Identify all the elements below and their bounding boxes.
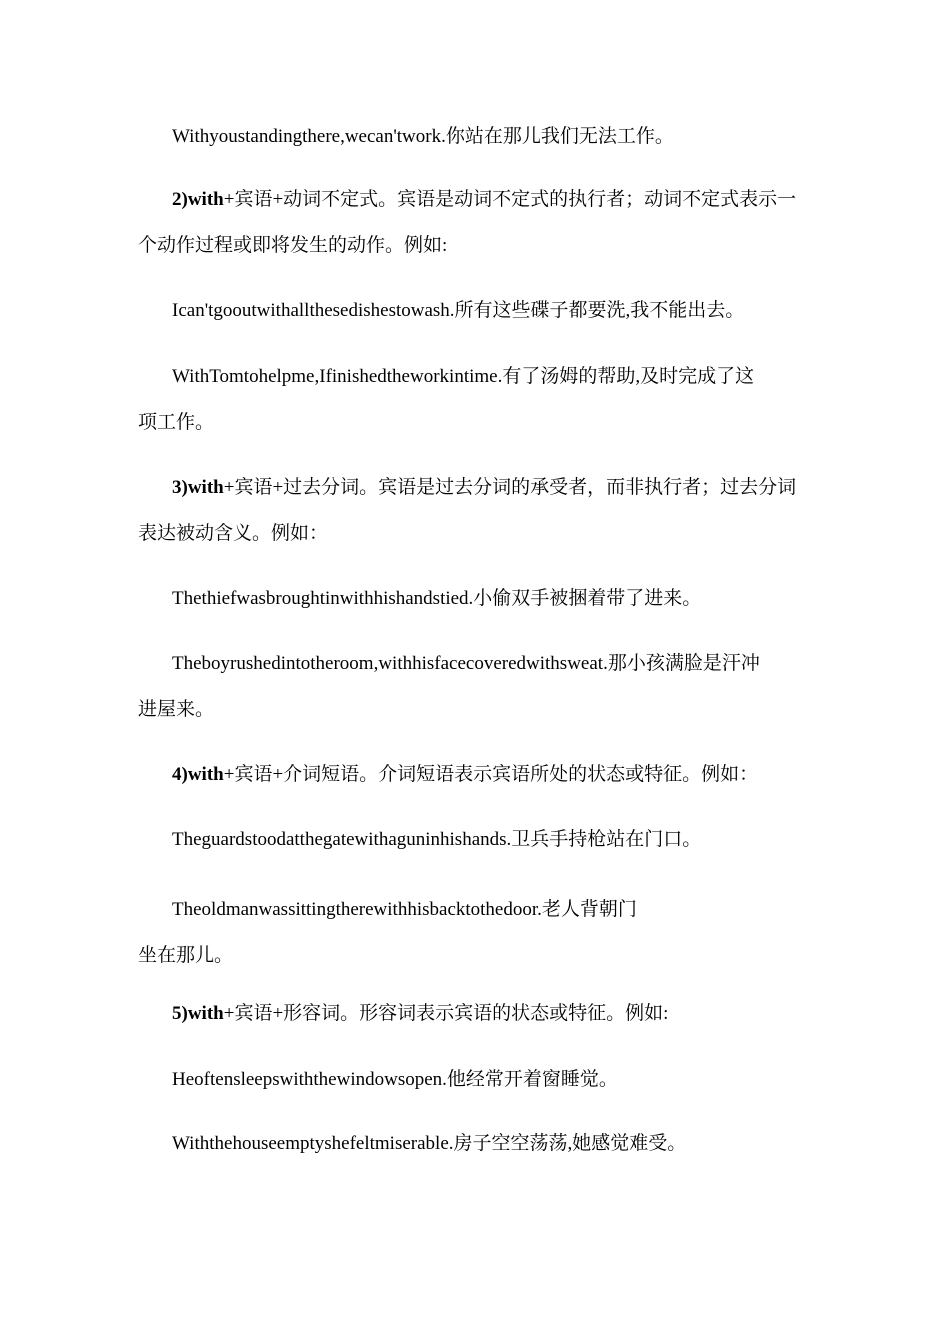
heading-lead: 3)with: [172, 477, 224, 498]
heading-text: +宾语+动词不定式。宾语是动词不定式的执行者；动词不定式表示一: [223, 189, 797, 210]
section-heading-2: [172, 188, 796, 212]
example-sentence: Thethiefwasbroughtinwithhishandstied.小偷双手被捆着带了进来。: [172, 588, 702, 609]
example-sentence: Theoldmanwassittingtherewithhisbacktothedoor.老人背朝门: [172, 899, 637, 920]
example-sentence: Withthehouseemptyshefeltmiserable.房子空空荡荡,她感觉难受。: [172, 1133, 687, 1154]
section-heading-5: [172, 1002, 668, 1026]
example-sentence: WithTomtohelpme,Ifinishedtheworkintime.有了汤姆的帮助,及时完成了这: [172, 366, 755, 387]
example-continuation: 进屋来。: [138, 699, 215, 720]
heading-text: +宾语+形容词。形容词表示宾语的状态或特征。例如:: [223, 1003, 669, 1024]
example-continuation: 项工作。: [138, 412, 215, 433]
heading-lead: 4)with: [172, 764, 224, 785]
example-sentence: Ican'tgooutwithallthesedishestowash.所有这些碟子都要洗,我不能出去。: [172, 300, 745, 321]
example-sentence: Heoftensleepswiththewindowsopen.他经常开着窗睡觉。: [172, 1069, 618, 1090]
heading-continuation: 表达被动含义。例如：: [138, 523, 329, 544]
heading-text: +宾语+过去分词。宾语是过去分词的承受者，而非执行者；过去分词: [223, 477, 797, 498]
example-sentence: Theguardstoodatthegatewithaguninhishands.卫兵手持枪站在门口。: [172, 829, 702, 850]
example-sentence: Withyoustandingthere,wecan'twork.你站在那儿我们无法工作。: [172, 126, 674, 147]
heading-lead: 5)with: [172, 1003, 224, 1024]
example-sentence: Theboyrushedintotheroom,withhisfacecoveredwithsweat.那小孩满脸是汗冲: [172, 653, 760, 674]
heading-continuation: 个动作过程或即将发生的动作。例如:: [138, 235, 448, 256]
section-heading-4: [172, 763, 758, 787]
heading-text: +宾语+介词短语。介词短语表示宾语所处的状态或特征。例如：: [223, 764, 759, 785]
heading-lead: 2)with: [172, 189, 224, 210]
example-continuation: 坐在那儿。: [138, 945, 234, 966]
section-heading-3: [172, 476, 796, 500]
